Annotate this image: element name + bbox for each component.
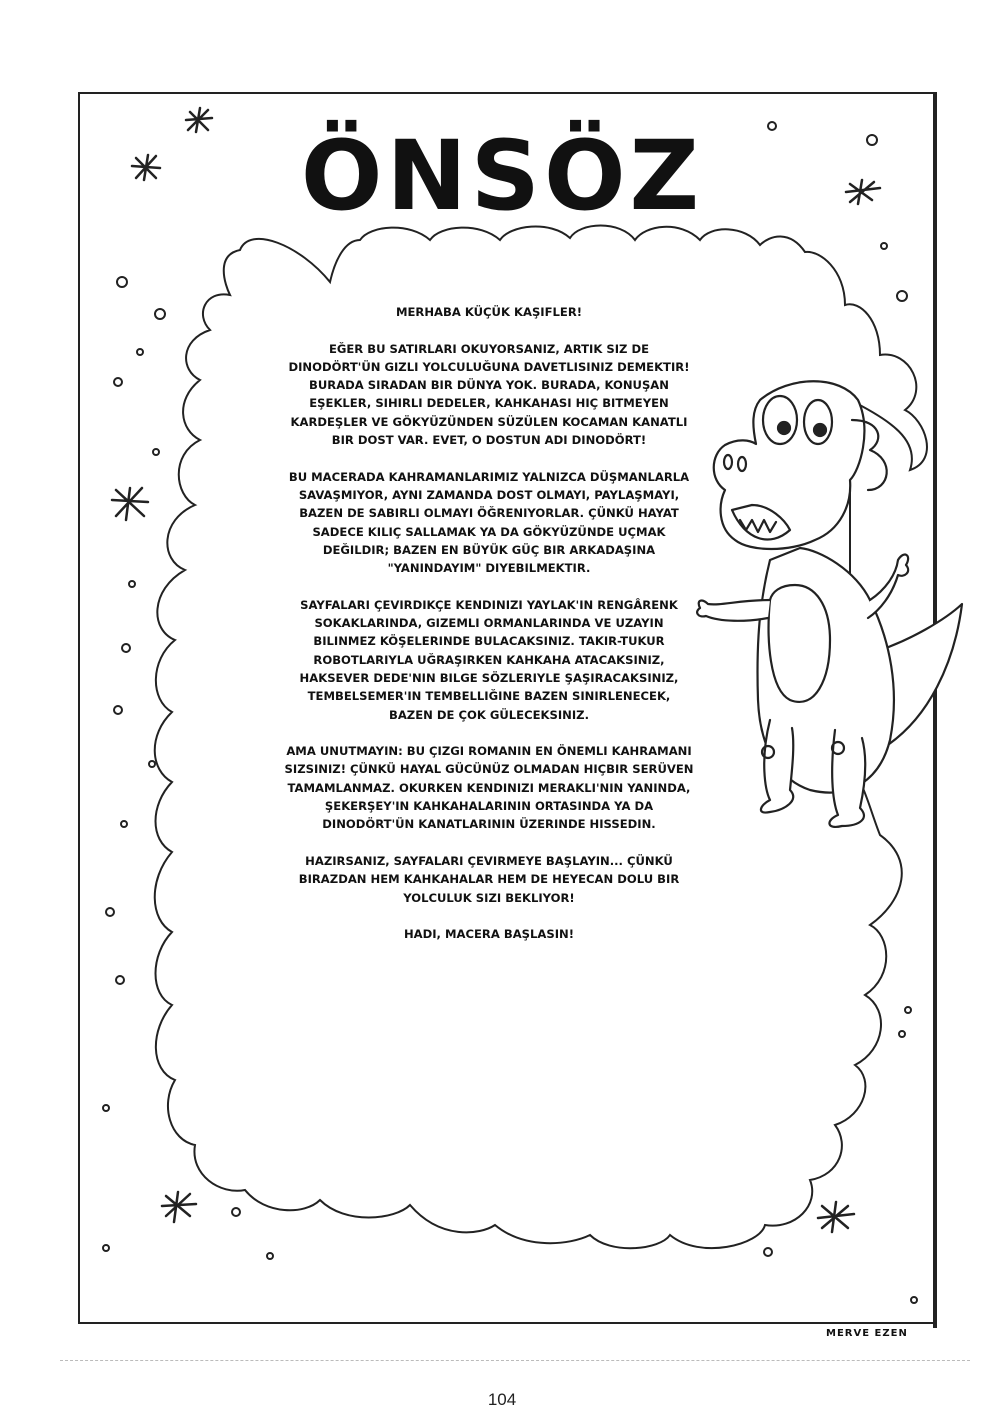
- swirl-icon: [149, 761, 155, 767]
- swirl-icon: [103, 1245, 109, 1251]
- page-number: 104: [487, 1390, 517, 1409]
- bottom-rule: [60, 1360, 970, 1361]
- swirl-icon: [114, 378, 122, 386]
- swirl-icon: [232, 1208, 240, 1216]
- swirl-icon: [911, 1297, 917, 1303]
- paragraph: HAZIRSANIZ, SAYFALARI ÇEVIRMEYE BAŞLAYIN... ÇÜNKÜ BIRAZDAN HEM KAHKAHALAR HEM DE HEYECAN DOLU BIR YOLCULUK SIZI BEKLIYOR!: [298, 853, 680, 905]
- swirl-icon: [106, 908, 114, 916]
- paragraph: BU MACERADA KAHRAMANLARIMIZ YALNIZCA DÜŞMANLARLA SAVAŞMIYOR, AYNI ZAMANDA DOST OLMAYI, PAYLAŞMAYI, BAZEN DE SABIRLI OLMAYI ÖĞRENIYORLAR. ÇÜNKÜ HAYAT SADECE KILIÇ SALLAMAK YA DA GÖKYÜZÜNDE UÇMAK DEĞILDIR; BAZEN EN BÜYÜK GÜÇ BIR ARKADAŞINA "YANINDAYIM" DIYEBILMEKTIR.: [288, 469, 690, 576]
- preface-text: [270, 303, 708, 962]
- dinosaur-illustration: [697, 381, 962, 827]
- swirl-icon: [114, 706, 122, 714]
- swirl-icon: [905, 1007, 911, 1013]
- page-title: ÖNSÖZ: [300, 120, 704, 232]
- star-icon: [818, 1202, 854, 1232]
- swirl-icon: [122, 644, 130, 652]
- swirl-icon: [267, 1253, 273, 1259]
- swirl-icon: [117, 277, 127, 287]
- star-icon: [112, 488, 148, 520]
- star-icon: [162, 1192, 196, 1222]
- swirl-icon: [155, 309, 165, 319]
- swirl-icon: [116, 976, 124, 984]
- swirl-icon: [153, 449, 159, 455]
- swirl-icon: [899, 1031, 905, 1037]
- paragraph: EĞER BU SATIRLARI OKUYORSANIZ, ARTIK SIZ DE DINODÖRT'ÜN GIZLI YOLCULUĞUNA DAVETLISINIZ DEMEKTIR! BURADA SIRADAN BIR DÜNYA YOK. BURADA, KONUŞAN EŞEKLER, SIHIRLI DEDELER, KAHKAHASI HIÇ BITMEYEN KARDEŞLER VE GÖKYÜZÜNDEN SÜZÜLEN KOCAMAN KANATLI BIR DOST VAR. EVET, O DOSTUN ADI DINODÖRT!: [288, 341, 690, 448]
- closing-line: HADI, MACERA BAŞLASIN!: [403, 927, 575, 942]
- greeting: MERHABA KÜÇÜK KAŞIFLER!: [395, 305, 583, 319]
- swirl-icon: [121, 821, 127, 827]
- paragraph: SAYFALARI ÇEVIRDIKÇE KENDINIZI YAYLAK'IN RENGÂRENK SOKAKLARINDA, GIZEMLI ORMANLARINDA VE UZAYIN BILINMEZ KÖŞELERINDE BULACAKSINIZ. TAKIR-TUKUR ROBOTLARIYLA UĞRAŞIRKEN KAHKAHA ATACAKSINIZ, HAKSEVER DEDE'NIN BILGE SÖZLERIYLE ŞAŞIRACAKSINIZ, TEMBELSEMER'IN TEMBELLIĞINE BAZEN SINIRLENECEK, BAZEN DE ÇOK GÜLECEKSINIZ.: [299, 597, 679, 722]
- swirl-icon: [897, 291, 907, 301]
- swirl-icon: [103, 1105, 109, 1111]
- swirl-icon: [881, 243, 887, 249]
- author-signature: MERVE EZEN: [826, 1328, 908, 1339]
- swirl-icon: [764, 1248, 772, 1256]
- swirl-icon: [129, 581, 135, 587]
- swirl-icon: [137, 349, 143, 355]
- paragraph: AMA UNUTMAYIN: BU ÇIZGI ROMANIN EN ÖNEMLI KAHRAMANI SIZSINIZ! ÇÜNKÜ HAYAL GÜCÜNÜZ OLMADAN HIÇBIR SERÜVEN TAMAMLANMAZ. OKURKEN KENDINIZI MERAKLI'NIN YANINDA, ŞEKERŞEY'IN KAHKAHALARININ ORTASINDA YA DA DINODÖRT'ÜN KANATLARININ ÜZERINDE HISSEDIN.: [284, 744, 694, 832]
